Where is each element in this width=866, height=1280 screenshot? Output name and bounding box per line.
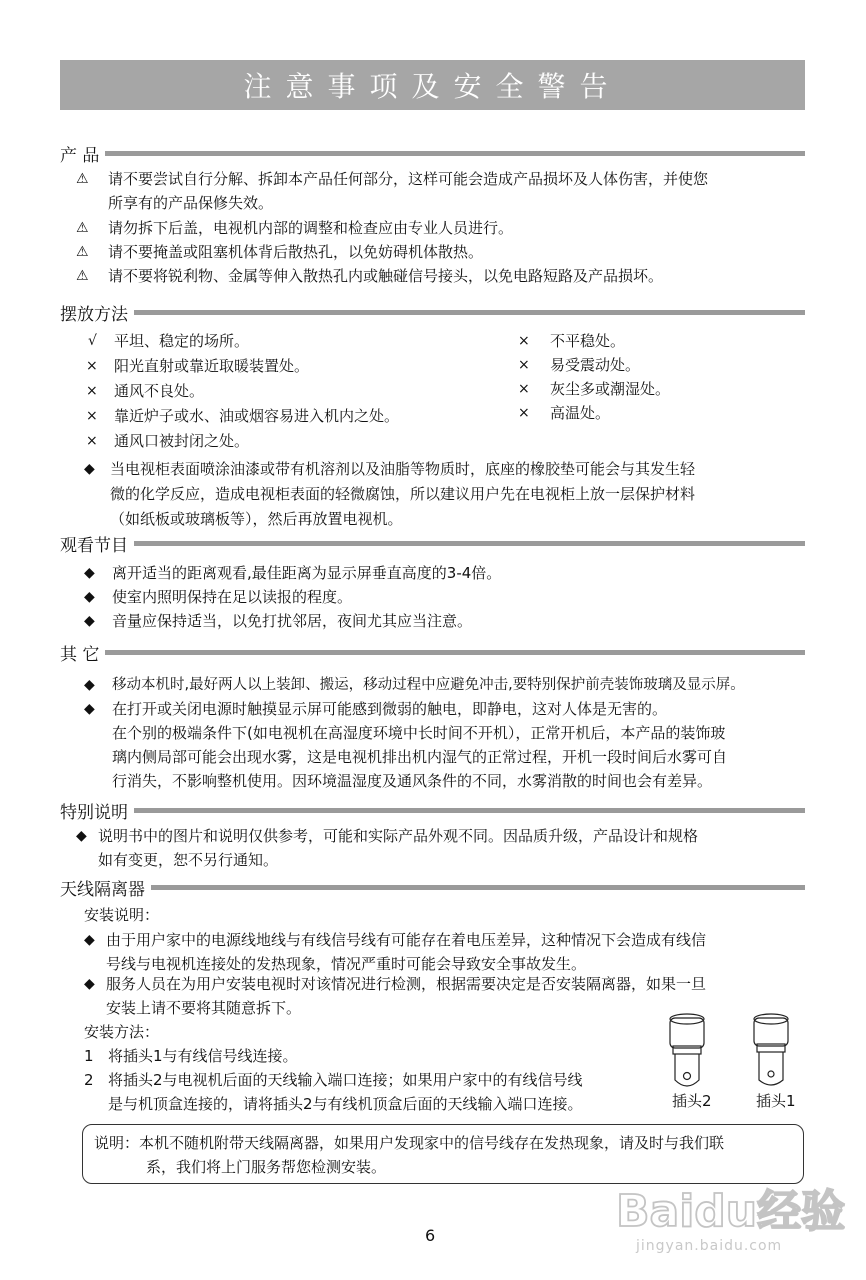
plug-2-label: 插头2 <box>672 1092 712 1110</box>
text-line: 在个别的极端条件下(如电视机在高湿度环境中长时间不开机），正常开机后，本产品的装饰玻 <box>112 724 726 742</box>
section-header-special <box>60 798 805 822</box>
text-line: 靠近炉子或水、油或烟容易进入机内之处。 <box>114 407 400 425</box>
diamond-bullet-icon: ◆ <box>84 589 95 605</box>
text-line: 说明书中的图片和说明仅供参考，可能和实际产品外观不同。因品质升级，产品设计和规格 <box>98 827 699 845</box>
text-line: 通风不良处。 <box>114 382 205 400</box>
text-line: 通风口被封闭之处。 <box>114 432 250 450</box>
section-title: 特别说明 <box>60 802 128 823</box>
text-line: 请不要将锐利物、金属等伸入散热孔内或触碰信号接头，以免电路短路及产品损坏。 <box>108 267 664 285</box>
diamond-bullet-icon: ◆ <box>84 677 95 693</box>
section-rule <box>151 885 805 890</box>
cross-icon: × <box>86 358 98 374</box>
section-header-product <box>60 141 805 165</box>
plug-1-icon <box>754 1014 788 1085</box>
section-header-placement <box>60 300 805 324</box>
warning-icon: ⚠ <box>76 244 89 260</box>
warning-icon: ⚠ <box>76 220 89 236</box>
subheading: 安装说明： <box>84 906 160 924</box>
baidu-watermark-logo <box>612 1176 846 1242</box>
diamond-bullet-icon: ◆ <box>84 976 95 992</box>
text-line: （如纸板或玻璃板等），然后再放置电视机。 <box>110 510 403 528</box>
plug-2-icon <box>670 1014 704 1086</box>
warning-icon: ⚠ <box>76 268 89 284</box>
diamond-bullet-icon: ◆ <box>84 701 95 717</box>
page-number: 6 <box>425 1226 436 1245</box>
cross-icon: × <box>518 357 530 373</box>
step-number: 1 <box>84 1047 94 1065</box>
text-line: 所享有的产品保修失效。 <box>108 194 274 212</box>
text-line: 易受震动处。 <box>550 356 641 374</box>
text-line: 是与机顶盒连接的，请将插头2与有线机顶盒后面的天线输入端口连接。 <box>108 1095 583 1113</box>
section-title: 摆放方法 <box>60 304 128 325</box>
text-line: 璃内侧局部可能会出现水雾，这是电视机排出机内湿气的正常过程，开机一段时间后水雾可自 <box>112 748 728 766</box>
diamond-bullet-icon: ◆ <box>84 932 95 948</box>
text-line: 灰尘多或潮湿处。 <box>550 380 671 398</box>
section-title: 其 它 <box>60 644 100 665</box>
text-line: 移动本机时,最好两人以上装卸、搬运，移动过程中应避免冲击,要特别保护前壳装饰玻璃及显示屏。 <box>112 677 745 693</box>
page-title: 注意事项及安全警告 <box>243 70 622 103</box>
section-rule <box>105 650 805 655</box>
section-title: 产 品 <box>60 145 100 166</box>
text-line: 安装上请不要将其随意拆下。 <box>106 999 302 1017</box>
text-line: 说明：本机不随机附带天线隔离器，如果用户发现家中的信号线存在发热现象，请及时与我们联 <box>94 1134 725 1152</box>
section-header-viewing <box>60 531 805 555</box>
text-line: 由于用户家中的电源线地线与有线信号线有可能存在着电压差异，这种情况下会造成有线信 <box>106 931 707 949</box>
diamond-bullet-icon: ◆ <box>84 565 95 581</box>
warning-icon: ⚠ <box>76 171 89 187</box>
step-number: 2 <box>84 1071 94 1089</box>
text-line: 在打开或关闭电源时触摸显示屏可能感到微弱的触电，即静电，这对人体是无害的。 <box>112 700 668 718</box>
text-line: 如有变更，恕不另行通知。 <box>98 851 279 869</box>
subheading: 安装方法： <box>84 1023 160 1041</box>
plugs-illustration <box>664 1012 804 1094</box>
cross-icon: × <box>518 405 530 421</box>
cross-icon: × <box>518 381 530 397</box>
text-line: 请不要掩盖或阻塞机体背后散热孔，以免妨碍机体散热。 <box>108 243 484 261</box>
text-line: 不平稳处。 <box>550 332 626 350</box>
text-line: 高温处。 <box>550 404 611 422</box>
section-rule <box>105 151 805 156</box>
text-line: 行消失，不影响整机使用。因环境温湿度及通风条件的不同，水雾消散的时间也会有差异。 <box>112 772 713 790</box>
text-line: 当电视柜表面喷涂油漆或带有机溶剂以及油脂等物质时，底座的橡胶垫可能会与其发生轻 <box>110 460 696 478</box>
text-line: 平坦、稳定的场所。 <box>114 332 250 350</box>
text-line: 请勿拆下后盖，电视机内部的调整和检查应由专业人员进行。 <box>108 219 514 237</box>
cross-icon: × <box>518 333 530 349</box>
cross-icon: × <box>86 408 98 424</box>
text-line: 微的化学反应，造成电视柜表面的轻微腐蚀，所以建议用户先在电视柜上放一层保护材料 <box>110 485 696 503</box>
diamond-bullet-icon: ◆ <box>84 461 95 477</box>
text-line: 系，我们将上门服务帮您检测安装。 <box>146 1158 387 1176</box>
section-rule <box>134 541 805 546</box>
text-line: 离开适当的距离观看,最佳距离为显示屏垂直高度的3-4倍。 <box>112 564 502 582</box>
text-line: 音量应保持适当，以免打扰邻居，夜间尤其应当注意。 <box>112 612 473 630</box>
watermark-url: jingyan.baidu.com <box>636 1238 783 1254</box>
diamond-bullet-icon: ◆ <box>84 613 95 629</box>
diamond-bullet-icon: ◆ <box>76 828 87 844</box>
text-line: 使室内照明保持在足以读报的程度。 <box>112 588 353 606</box>
page-title-banner <box>60 60 805 110</box>
check-icon: √ <box>88 333 97 349</box>
section-title: 观看节目 <box>60 535 128 556</box>
text-line: 请不要尝试自行分解、拆卸本产品任何部分，这样可能会造成产品损坏及人体伤害，并使您 <box>108 170 709 188</box>
section-rule <box>134 808 805 813</box>
cross-icon: × <box>86 383 98 399</box>
section-header-antenna <box>60 875 805 899</box>
text-line: 将插头1与有线信号线连接。 <box>108 1047 298 1065</box>
section-rule <box>134 310 805 315</box>
section-title: 天线隔离器 <box>60 879 145 900</box>
text-line: 将插头2与电视机后面的天线输入端口连接；如果用户家中的有线信号线 <box>108 1071 583 1089</box>
watermark-brand: Baidu经验 <box>616 1186 846 1237</box>
plug-1-label: 插头1 <box>756 1092 796 1110</box>
cross-icon: × <box>86 433 98 449</box>
text-line: 号线与电视机连接处的发热现象，情况严重时可能会导致安全事故发生。 <box>106 955 587 973</box>
text-line: 阳光直射或靠近取暖装置处。 <box>114 357 310 375</box>
section-header-other <box>60 640 805 664</box>
text-line: 服务人员在为用户安装电视时对该情况进行检测，根据需要决定是否安装隔离器，如果一旦 <box>106 975 707 993</box>
